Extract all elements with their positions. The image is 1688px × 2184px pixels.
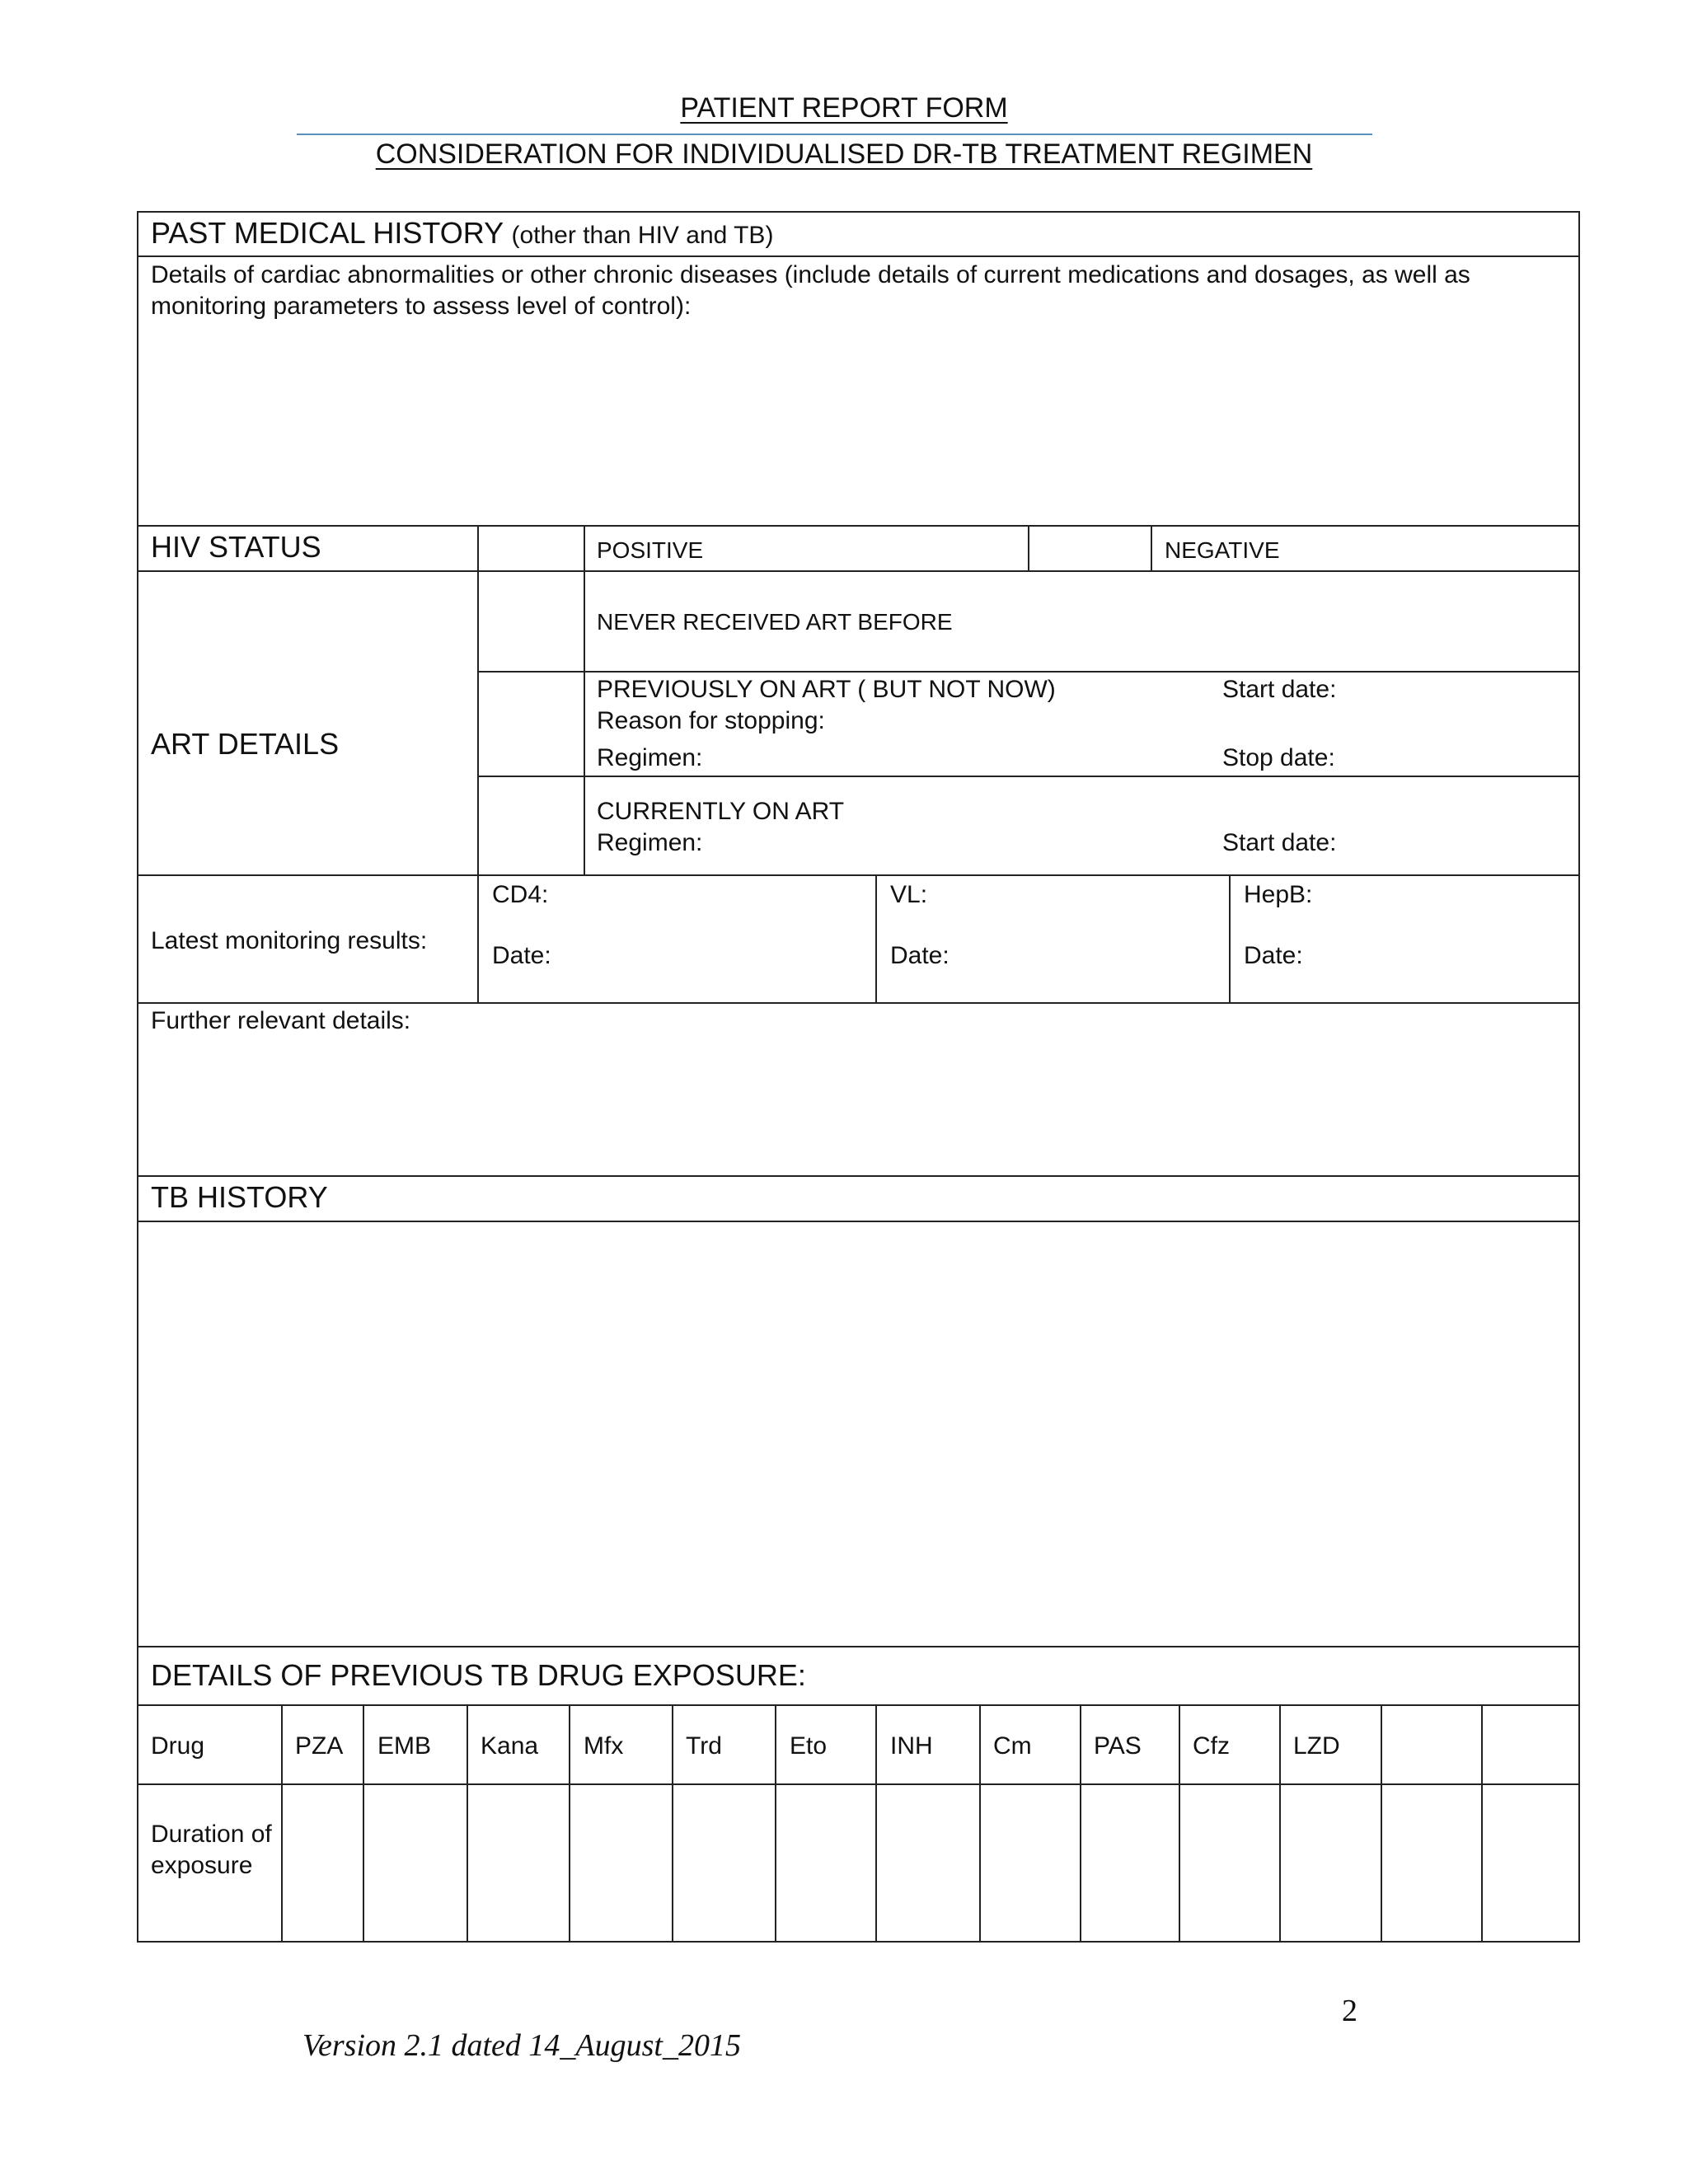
hiv-negative-checkbox[interactable]	[1029, 527, 1150, 569]
duration-cell[interactable]	[877, 1785, 978, 1940]
hepb-date-label: Date:	[1244, 942, 1303, 969]
duration-cell[interactable]	[364, 1785, 466, 1940]
vl-label: VL:	[890, 881, 928, 908]
hiv-positive-label: POSITIVE	[597, 537, 704, 563]
duration-cell[interactable]	[1483, 1785, 1578, 1940]
drug-col-7: INH	[890, 1732, 933, 1760]
header-divider	[297, 134, 1372, 135]
art-currently-checkbox[interactable]	[479, 777, 583, 874]
art-previous-start-date-label: Start date:	[1222, 676, 1337, 703]
monitoring-label: Latest monitoring results:	[151, 927, 428, 954]
drug-col-10: Cfz	[1193, 1732, 1230, 1760]
vl-date-label: Date:	[890, 942, 950, 969]
duration-cell[interactable]	[673, 1785, 774, 1940]
past-medical-history-label: Details of cardiac abnormalities or other chronic diseases (include details of current medications and dosages, as well as monitoring parameters to assess level of control):	[151, 261, 1470, 320]
drug-col-2: EMB	[377, 1732, 432, 1760]
art-previous-regimen-label: Regimen:	[597, 744, 703, 771]
form-subtitle: CONSIDERATION FOR INDIVIDUALISED DR-TB TREATMENT REGIMEN	[375, 138, 1313, 170]
art-previously-label: PREVIOUSLY ON ART ( BUT NOT NOW)	[597, 676, 1056, 703]
version-note: Version 2.1 dated 14_August_2015	[302, 2028, 741, 2063]
duration-cell[interactable]	[776, 1785, 874, 1940]
duration-row-label: Duration of exposure	[151, 1821, 272, 1879]
duration-cell[interactable]	[981, 1785, 1079, 1940]
drug-col-1: PZA	[295, 1732, 344, 1760]
hepb-label: HepB:	[1244, 881, 1313, 908]
cd4-label: CD4:	[492, 881, 549, 908]
drug-exposure-heading: DETAILS OF PREVIOUS TB DRUG EXPOSURE:	[151, 1658, 806, 1692]
drug-row-label: Drug	[151, 1732, 205, 1760]
page-number: 2	[1342, 1994, 1357, 2028]
art-never-label: NEVER RECEIVED ART BEFORE	[597, 609, 953, 635]
drug-col-9: PAS	[1094, 1732, 1142, 1760]
cd4-date-label: Date:	[492, 942, 551, 969]
art-never-checkbox[interactable]	[479, 572, 583, 670]
duration-cell[interactable]	[283, 1785, 362, 1940]
hiv-negative-label: NEGATIVE	[1165, 537, 1280, 563]
duration-cell[interactable]	[1382, 1785, 1480, 1940]
duration-cell[interactable]	[1281, 1785, 1380, 1940]
art-reason-stopping-label: Reason for stopping:	[597, 707, 825, 734]
further-details-label: Further relevant details:	[151, 1007, 411, 1034]
form-title: PATIENT REPORT FORM	[680, 92, 1008, 124]
tb-history-field[interactable]	[138, 1222, 1578, 1644]
past-medical-history-note: (other than HIV and TB)	[511, 222, 774, 249]
drug-col-11: LZD	[1293, 1732, 1340, 1760]
hiv-status-label: HIV STATUS	[151, 530, 321, 564]
art-current-start-date-label: Start date:	[1222, 829, 1337, 856]
past-medical-history-heading: PAST MEDICAL HISTORY (other than HIV and TB)	[151, 216, 774, 250]
art-currently-label: CURRENTLY ON ART	[597, 798, 845, 825]
past-medical-history-field[interactable]	[151, 330, 1568, 519]
art-details-label: ART DETAILS	[151, 727, 340, 761]
art-stop-date-label: Stop date:	[1222, 744, 1335, 771]
duration-cell[interactable]	[1081, 1785, 1178, 1940]
art-previously-checkbox[interactable]	[479, 673, 583, 775]
drug-col-5: Trd	[686, 1732, 722, 1760]
drug-col-3: Kana	[481, 1732, 539, 1760]
drug-col-8: Cm	[993, 1732, 1032, 1760]
hiv-positive-checkbox[interactable]	[479, 527, 583, 569]
duration-cell[interactable]	[570, 1785, 671, 1940]
drug-col-6: Eto	[790, 1732, 828, 1760]
art-current-regimen-label: Regimen:	[597, 829, 703, 856]
tb-history-heading: TB HISTORY	[151, 1180, 328, 1214]
drug-col-4: Mfx	[584, 1732, 624, 1760]
duration-cell[interactable]	[468, 1785, 568, 1940]
duration-cell[interactable]	[1180, 1785, 1278, 1940]
further-details-field[interactable]	[151, 1040, 1568, 1172]
